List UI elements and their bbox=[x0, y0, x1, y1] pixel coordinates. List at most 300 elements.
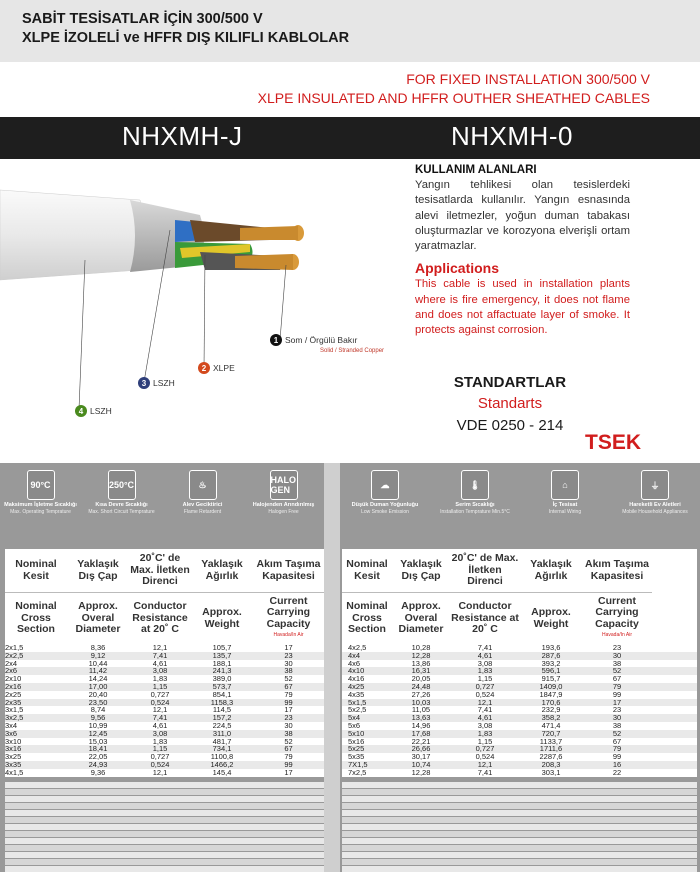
table-cell: 22,21 bbox=[411, 736, 431, 746]
table-cell: 52 bbox=[284, 674, 293, 684]
table-cell: 1847,9 bbox=[539, 689, 563, 699]
callout-number-3: 3 bbox=[138, 377, 150, 389]
table-row bbox=[342, 683, 697, 691]
table-cell: 854,1 bbox=[212, 689, 232, 699]
table-row bbox=[342, 714, 697, 722]
table-cell: 38 bbox=[284, 728, 293, 738]
header-iletken-direnci: 20˚C' de Max. İletken Direnci bbox=[129, 549, 191, 593]
table-cell: 15,03 bbox=[88, 736, 108, 746]
table-cell: 135,7 bbox=[212, 650, 232, 660]
table-cell: 3,08 bbox=[477, 658, 493, 668]
product-name-right: NHXMH-0 bbox=[451, 121, 573, 151]
table-cell: 52 bbox=[612, 666, 622, 676]
spec-icon bbox=[610, 470, 700, 546]
standards-section bbox=[410, 373, 610, 437]
table-cell: 157,2 bbox=[212, 713, 232, 723]
spec-icon bbox=[162, 470, 243, 546]
spec-icon-english: Mobile Household Appliances bbox=[622, 508, 688, 515]
empty-row bbox=[342, 817, 697, 823]
table-row bbox=[5, 769, 324, 777]
spec-icon-english: Flame Retardent bbox=[183, 508, 222, 515]
table-cell: 1,83 bbox=[152, 674, 168, 684]
table-cell: 16 bbox=[612, 759, 622, 769]
table-cell: 481,7 bbox=[212, 736, 232, 746]
table-cell: 12,1 bbox=[477, 759, 493, 769]
table-cell: 2x25 bbox=[5, 689, 22, 699]
icon-row-right bbox=[340, 470, 700, 546]
empty-row bbox=[5, 831, 324, 837]
header-weight: Approx. Weight bbox=[531, 606, 571, 630]
spec-table-left bbox=[5, 549, 324, 777]
header-akim: Akım Taşıma Kapasitesi bbox=[582, 549, 652, 593]
spec-icon-english: Halogen Free bbox=[268, 508, 299, 515]
table-cell: 99 bbox=[284, 759, 293, 769]
spec-icon bbox=[430, 470, 520, 546]
table-cell: 14,24 bbox=[88, 674, 108, 684]
table-cell: 4x25 bbox=[348, 681, 365, 691]
table-cell: 2x4 bbox=[5, 658, 18, 668]
header-dis-cap: Yaklaşık Dış Çap bbox=[67, 549, 129, 593]
header-nominal-kesit: Nominal Kesit bbox=[5, 549, 67, 593]
table-cell: 3x4 bbox=[5, 720, 18, 730]
table-cell: 3x2,5 bbox=[5, 713, 24, 723]
table-cell: 241,3 bbox=[212, 666, 232, 676]
callout-inner-sheath bbox=[138, 377, 175, 389]
table-cell: 7,41 bbox=[152, 650, 168, 660]
table-cell: 30,17 bbox=[411, 752, 431, 762]
spec-icon-english: Max. Operating Temprature bbox=[10, 508, 71, 515]
product-bar bbox=[0, 117, 700, 159]
spec-icon-english: Installation Temprature Min.5°C bbox=[440, 508, 510, 515]
table-cell: 22,05 bbox=[88, 752, 108, 762]
table-row bbox=[342, 753, 697, 761]
spec-icon-symbol: HALO GEN bbox=[270, 470, 298, 500]
table-cell: 17 bbox=[284, 643, 293, 652]
table-cell: 188,1 bbox=[212, 658, 232, 668]
callout-outer-sheath-label: LSZH bbox=[90, 406, 112, 416]
applications-text: This cable is used in installation plants where is fire emergency, it does not flame and does not affactuate layer of smoke. It protects against corrosion. bbox=[415, 278, 630, 337]
table-body bbox=[5, 644, 324, 777]
header-nominal-kesit: Nominal Kesit bbox=[342, 549, 392, 593]
table-cell: 3x25 bbox=[5, 752, 22, 762]
table-row bbox=[342, 761, 697, 769]
table-cell: 23 bbox=[612, 643, 622, 652]
table-cell: 10,74 bbox=[411, 759, 431, 769]
table-row bbox=[342, 667, 697, 675]
header-current-sub: Havada/In Air bbox=[601, 632, 633, 638]
table-cell: 3x35 bbox=[5, 759, 22, 769]
spec-icon bbox=[243, 470, 324, 546]
table-cell: 734,1 bbox=[212, 744, 232, 754]
table-cell: 1,83 bbox=[477, 666, 493, 676]
table-cell: 38 bbox=[284, 666, 293, 676]
table-cell: 11,42 bbox=[88, 666, 108, 676]
table-cell: 1,15 bbox=[477, 736, 493, 746]
table-cell: 20,40 bbox=[88, 689, 108, 699]
spec-icon bbox=[340, 470, 430, 546]
table-cell: 79 bbox=[612, 681, 622, 691]
table-cell: 10,03 bbox=[411, 697, 431, 707]
table-cell: 0,524 bbox=[150, 697, 170, 707]
table-cell: 5x6 bbox=[348, 720, 361, 730]
table-cell: 22 bbox=[612, 767, 622, 777]
table-cell: 1,15 bbox=[152, 744, 168, 754]
table-cell: 4,61 bbox=[152, 658, 168, 668]
table-cell: 5x4 bbox=[348, 713, 361, 723]
empty-row bbox=[342, 789, 697, 795]
table-cell: 12,1 bbox=[152, 643, 168, 652]
empty-row bbox=[342, 866, 697, 872]
table-cell: 358,2 bbox=[541, 713, 561, 723]
table-cell: 3,08 bbox=[152, 666, 168, 676]
standards-title: STANDARTLAR bbox=[453, 374, 567, 391]
table-cell: 17 bbox=[284, 705, 293, 715]
table-row bbox=[342, 730, 697, 738]
table-cell: 0,727 bbox=[475, 681, 495, 691]
empty-row bbox=[342, 796, 697, 802]
table-cell: 1,83 bbox=[477, 728, 493, 738]
table-cell: 2x6 bbox=[5, 666, 18, 676]
table-cell: 11,05 bbox=[411, 705, 431, 715]
empty-row bbox=[5, 824, 324, 830]
table-cell: 7,41 bbox=[477, 705, 493, 715]
table-cell: 2287,6 bbox=[539, 752, 563, 762]
table-cell: 1409,0 bbox=[539, 681, 563, 691]
table-cell: 471,4 bbox=[541, 720, 561, 730]
english-title bbox=[258, 70, 650, 108]
callout-number-2: 2 bbox=[198, 362, 210, 374]
table-cell: 67 bbox=[612, 674, 622, 684]
table-cell: 4x35 bbox=[348, 689, 365, 699]
table-cell: 5x35 bbox=[348, 752, 365, 762]
table-cell: 79 bbox=[612, 744, 622, 754]
table-cell: 1,15 bbox=[477, 674, 493, 684]
table-cell: 7,41 bbox=[477, 767, 493, 777]
table-cell: 4,61 bbox=[477, 650, 493, 660]
table-cell: 16,31 bbox=[411, 666, 431, 676]
empty-row bbox=[5, 810, 324, 816]
table-cell: 24,93 bbox=[88, 759, 108, 769]
callout-conductor-english: Solid / Stranded Copper bbox=[320, 348, 385, 354]
spec-icon-symbol: ⌂ bbox=[551, 470, 579, 500]
table-cell: 7X1,5 bbox=[348, 759, 368, 769]
table-cell: 7,41 bbox=[477, 643, 493, 652]
table-cell: 10,28 bbox=[411, 643, 431, 652]
table-cell: 5x10 bbox=[348, 728, 365, 738]
header-current-label: Current Carrying Capacity bbox=[266, 594, 311, 630]
header-agirlik: Yaklaşık Ağırlık bbox=[520, 549, 582, 593]
spec-icon-label: Düşük Duman Yoğunluğu bbox=[351, 502, 419, 508]
table-row bbox=[342, 652, 697, 660]
table-cell: 9,56 bbox=[90, 713, 106, 723]
table-cell: 0,524 bbox=[475, 689, 495, 699]
table-cell: 4,61 bbox=[477, 713, 493, 723]
table-row bbox=[342, 745, 697, 753]
table-cell: 1100,8 bbox=[210, 752, 234, 762]
table-cell: 1,83 bbox=[152, 736, 168, 746]
table-cell: 0,727 bbox=[150, 752, 170, 762]
turkish-title bbox=[22, 10, 349, 48]
header-dis-cap: Yaklaşık Dış Çap bbox=[392, 549, 450, 593]
header-cross-section: Nominal Cross Section bbox=[346, 600, 388, 636]
usage-text: Yangın tehlikesi olan tesislerdeki tesisatlarda kullanılır. Yangın esnasında alevi iletmezler, yoğun duman tabakası oluşturmazlar ve korozyona elverişli ortam yaratmazlar. bbox=[415, 179, 630, 253]
table-cell: 114,5 bbox=[212, 705, 232, 715]
empty-row bbox=[342, 831, 697, 837]
table-row bbox=[342, 706, 697, 714]
table-cell: 303,1 bbox=[541, 767, 561, 777]
table-cell: 2x35 bbox=[5, 697, 22, 707]
table-cell: 12,1 bbox=[477, 697, 493, 707]
table-cell: 26,66 bbox=[411, 744, 431, 754]
table-cell: 7x2,5 bbox=[348, 767, 367, 777]
applications-title: Applications bbox=[415, 260, 500, 277]
table-row bbox=[342, 769, 697, 777]
table-cell: 2x2,5 bbox=[5, 650, 24, 660]
spec-icon-symbol: ⏚ bbox=[641, 470, 669, 500]
table-cell: 3x6 bbox=[5, 728, 18, 738]
icon-row-left bbox=[0, 470, 324, 546]
empty-row bbox=[342, 859, 697, 865]
callout-conductor bbox=[270, 334, 357, 346]
table-cell: 12,28 bbox=[411, 767, 431, 777]
table-cell: 573,7 bbox=[212, 681, 232, 691]
table-cell: 0,727 bbox=[150, 689, 170, 699]
spec-icon-english: Low Smoke Emission bbox=[361, 508, 409, 515]
usage-section bbox=[415, 164, 630, 339]
table-cell: 99 bbox=[284, 697, 293, 707]
table-cell: 5x1,5 bbox=[348, 697, 367, 707]
header-diameter: Approx. Overal Diameter bbox=[398, 600, 444, 636]
product-name-left: NHXMH-J bbox=[122, 121, 243, 151]
table-cell: 8,74 bbox=[90, 705, 106, 715]
spec-icon-symbol: 90°C bbox=[27, 470, 55, 500]
standards-value: VDE 0250 - 214 bbox=[456, 417, 564, 434]
table-cell: 287,6 bbox=[541, 650, 561, 660]
table-cell: 720,7 bbox=[541, 728, 561, 738]
table-cell: 0,524 bbox=[150, 759, 170, 769]
table-cell: 10,99 bbox=[88, 720, 108, 730]
table-cell: 5x2,5 bbox=[348, 705, 367, 715]
table-cell: 7,41 bbox=[152, 713, 168, 723]
table-cell: 23 bbox=[284, 713, 293, 723]
table-cell: 5x16 bbox=[348, 736, 365, 746]
table-row bbox=[342, 722, 697, 730]
table-cell: 2x16 bbox=[5, 681, 22, 691]
table-cell: 311,0 bbox=[212, 728, 232, 738]
table-cell: 12,28 bbox=[411, 650, 431, 660]
table-cell: 27,26 bbox=[411, 689, 431, 699]
table-cell: 208,3 bbox=[541, 759, 561, 769]
table-cell: 99 bbox=[612, 752, 622, 762]
table-cell: 17 bbox=[284, 767, 293, 777]
table-cell: 38 bbox=[612, 720, 622, 730]
table-cell: 8,36 bbox=[90, 643, 106, 652]
table-cell: 4x10 bbox=[348, 666, 365, 676]
standards-subtitle: Standarts bbox=[477, 395, 543, 412]
spec-icon-label: Kısa Devre Sıcaklığı bbox=[95, 502, 148, 508]
table-cell: 79 bbox=[284, 689, 293, 699]
table-cell: 596,1 bbox=[541, 666, 561, 676]
table-cell: 389,0 bbox=[212, 674, 232, 684]
callout-insulation-label: XLPE bbox=[213, 363, 235, 373]
table-cell: 79 bbox=[284, 752, 293, 762]
table-header bbox=[342, 549, 697, 644]
turkish-title-line-2: XLPE İZOLELİ ve HFFR DIŞ KILIFLI KABLOLAR bbox=[22, 30, 350, 46]
table-cell: 4,61 bbox=[152, 720, 168, 730]
header-current bbox=[582, 593, 652, 644]
table-cell: 105,7 bbox=[212, 643, 232, 652]
table-cell: 52 bbox=[284, 736, 293, 746]
spec-icon bbox=[520, 470, 610, 546]
table-cell: 99 bbox=[612, 689, 622, 699]
empty-row bbox=[342, 803, 697, 809]
empty-row bbox=[5, 845, 324, 851]
empty-row bbox=[342, 838, 697, 844]
table-cell: 23,50 bbox=[88, 697, 108, 707]
table-cell: 10,44 bbox=[88, 658, 108, 668]
table-cell: 1133,7 bbox=[539, 736, 563, 746]
callout-conductor-label: Som / Örgülü Bakır bbox=[285, 335, 358, 345]
callout-number-1: 1 bbox=[270, 334, 282, 346]
spec-icon-label: İç Tesisat bbox=[552, 502, 578, 508]
usage-title: KULLANIM ALANLARI bbox=[415, 164, 537, 176]
table-cell: 38 bbox=[612, 658, 622, 668]
table-cell: 915,7 bbox=[541, 674, 561, 684]
empty-row bbox=[5, 789, 324, 795]
table-cell: 0,524 bbox=[475, 752, 495, 762]
header-current-label: Current Carrying Capacity bbox=[595, 594, 639, 630]
spec-icon bbox=[81, 470, 162, 546]
table-cell: 1158,3 bbox=[210, 697, 234, 707]
table-cell: 20,05 bbox=[411, 674, 431, 684]
table-cell: 30 bbox=[284, 720, 293, 730]
table-cell: 67 bbox=[284, 744, 293, 754]
empty-row bbox=[5, 796, 324, 802]
table-cell: 1711,6 bbox=[539, 744, 563, 754]
spec-icon-symbol: ♨ bbox=[189, 470, 217, 500]
table-cell: 3,08 bbox=[477, 720, 493, 730]
table-cell: 12,1 bbox=[152, 767, 168, 777]
table-cell: 9,36 bbox=[90, 767, 106, 777]
table-cell: 170,6 bbox=[541, 697, 561, 707]
table-cell: 52 bbox=[612, 728, 622, 738]
table-header bbox=[5, 549, 324, 644]
table-cell: 23 bbox=[284, 650, 293, 660]
table-cell: 145,4 bbox=[212, 767, 232, 777]
spec-icon-label: Serim Sıcaklığı bbox=[455, 502, 495, 508]
table-cell: 4x1,5 bbox=[5, 767, 24, 777]
panel-divider bbox=[324, 463, 340, 872]
header-diameter: Approx. Overal Diameter bbox=[75, 600, 121, 636]
table-cell: 17,68 bbox=[411, 728, 431, 738]
table-cell: 9,12 bbox=[90, 650, 106, 660]
table-row bbox=[342, 699, 697, 707]
spec-icon-symbol: 🌡 bbox=[461, 470, 489, 500]
spec-icon-label: Maksimum İşletme Sıcaklığı bbox=[4, 502, 77, 508]
spec-icon-symbol: ☁ bbox=[371, 470, 399, 500]
table-cell: 4x16 bbox=[348, 674, 365, 684]
header-iletken-direnci: 20˚C' de Max. İletken Direnci bbox=[450, 549, 520, 593]
header-agirlik: Yaklaşık Ağırlık bbox=[191, 549, 253, 593]
header-resistance: Conductor Resistance at 20˚ C bbox=[132, 600, 188, 636]
table-cell: 4x6 bbox=[348, 658, 361, 668]
callout-insulation bbox=[198, 362, 235, 374]
table-cell: 14,96 bbox=[411, 720, 431, 730]
table-cell: 13,86 bbox=[411, 658, 431, 668]
table-cell: 3,08 bbox=[152, 728, 168, 738]
table-cell: 18,41 bbox=[88, 744, 108, 754]
callout-number-4: 4 bbox=[75, 405, 87, 417]
table-cell: 3x10 bbox=[5, 736, 22, 746]
empty-row bbox=[342, 824, 697, 830]
table-cell: 17,00 bbox=[88, 681, 108, 691]
empty-row bbox=[342, 810, 697, 816]
header-akim: Akım Taşıma Kapasitesi bbox=[253, 549, 324, 593]
table-body bbox=[342, 644, 697, 777]
spec-icon-english: Max. Short Circuit Temprature bbox=[88, 508, 155, 515]
empty-row bbox=[5, 838, 324, 844]
header-resistance: Conductor Resistance at 20˚ C bbox=[451, 600, 519, 636]
empty-row bbox=[5, 782, 324, 788]
english-title-line-2: XLPE INSULATED AND HFFR OUTHER SHEATHED CABLES bbox=[257, 90, 650, 106]
table-row bbox=[342, 738, 697, 746]
table-cell: 4x2,5 bbox=[348, 643, 367, 652]
spec-icon-label: Alev Geciktirici bbox=[182, 502, 223, 508]
header-current-sub: Havada/In Air bbox=[273, 632, 304, 638]
empty-row bbox=[5, 817, 324, 823]
table-cell: 2x1,5 bbox=[5, 643, 24, 652]
cable-illustration bbox=[0, 160, 410, 460]
table-cell: 12,1 bbox=[152, 705, 168, 715]
table-cell: 67 bbox=[612, 736, 622, 746]
table-row bbox=[342, 675, 697, 683]
spec-table-right bbox=[342, 549, 697, 777]
table-cell: 23 bbox=[612, 705, 622, 715]
spec-icon-english: Internal Wiring bbox=[548, 508, 582, 515]
header-cross-section: Nominal Cross Section bbox=[15, 600, 57, 636]
empty-row bbox=[5, 852, 324, 858]
table-cell: 30 bbox=[612, 713, 622, 723]
spec-icon bbox=[0, 470, 81, 546]
table-cell: 17 bbox=[612, 697, 622, 707]
empty-row bbox=[5, 859, 324, 865]
header-current bbox=[253, 593, 324, 644]
table-cell: 2x10 bbox=[5, 674, 22, 684]
empty-row bbox=[5, 803, 324, 809]
english-title-line-1: FOR FIXED INSTALLATION 300/500 V bbox=[406, 71, 650, 87]
table-cell: 1466,2 bbox=[210, 759, 234, 769]
table-cell: 1,15 bbox=[152, 681, 168, 691]
brand-logo: TSEK bbox=[585, 431, 642, 454]
callout-outer-sheath bbox=[75, 405, 112, 417]
table-cell: 3x1,5 bbox=[5, 705, 24, 715]
table-cell: 4x4 bbox=[348, 650, 361, 660]
table-row bbox=[342, 691, 697, 699]
table-cell: 393,2 bbox=[541, 658, 561, 668]
spec-icon-label: Hareketli Ev Aletleri bbox=[629, 502, 681, 508]
spec-icon-symbol: 250°C bbox=[108, 470, 136, 500]
empty-row bbox=[342, 782, 697, 788]
table-cell: 24,48 bbox=[411, 681, 431, 691]
table-cell: 5x25 bbox=[348, 744, 365, 754]
turkish-title-line-1: SABİT TESİSATLAR İÇİN 300/500 V bbox=[22, 11, 263, 27]
table-cell: 13,63 bbox=[411, 713, 431, 723]
callout-inner-sheath-label: LSZH bbox=[153, 378, 175, 388]
header-weight: Approx. Weight bbox=[202, 606, 242, 630]
table-cell: 0,727 bbox=[475, 744, 495, 754]
table-cell: 12,45 bbox=[88, 728, 108, 738]
table-cell: 193,6 bbox=[541, 643, 561, 652]
